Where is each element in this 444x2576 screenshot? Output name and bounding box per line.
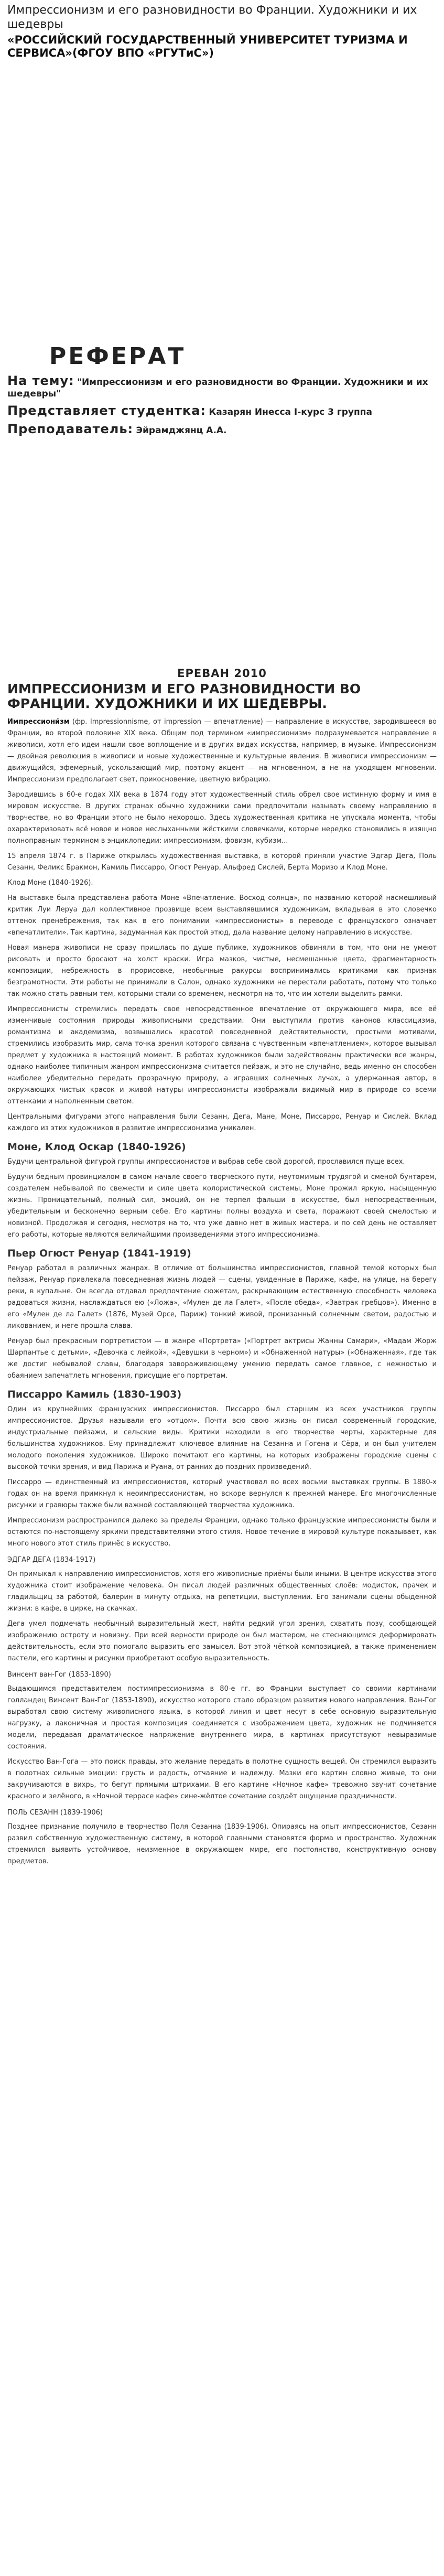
student-value: Казарян Инесса I-курс 3 группа — [209, 407, 372, 417]
paragraph: Ренуар работал в различных жанрах. В отличие от большинства импрессионистов, главной темой которых был пейзаж, Ренуар привлекала повседневная жизнь людей — сцены, увиденные в Париже, кафе, на улице, на берегу реки, в купальне. Он всегда отдавал предпочтение сюжетам, раскрывающим естественную способность человека радоваться жизни, наслаждаться ею («Ложа», «Мулен де ла Галет», «После обеда», «Завтрак гребцов»). Именно в его «Мулен де ла Галет» (1876, Музей Орсе, Париж) тонкий живой, пронизанный солнечным светом, радостью и ликованием, и неге прошла слава. — [7, 1264, 437, 1330]
topic-value: "Импрессионизм и его разновидности во Франции. Художники и их шедевры" — [7, 377, 428, 399]
paragraph: Искусство Ван-Гога — это поиск правды, это желание передать в полотне сущность вещей. Он стремился выразить в полотнах сильные эмоции: грусть и радость, отчаяние и надежду. Мазки его картин словно живые, то они закручиваются в вихрь, то бегут прямыми штрихами. В его картине «Ночное кафе» тревожно звучит сочетание красного и зелёного, в «Ночной террасе кафе» сине-жёлтое сочетание создаёт ощущение праздничности. — [7, 1758, 437, 1800]
paragraph: Импрессионисты стремились передать свое непосредственное впечатление от окружающего мира, все её изменчивые состояния природы живописными средствами. Они выступили против канонов классицизма, романтизма и академизма, возвышались красотой повседневной действительности, простыми мотивами, стремились изобразить мир, сама точка зрения которого связана с чувственным «впечатлением», которое вызывал предмет у художника в настоящий момент. В работах художников были задействованы практически все жанры, однако наиболее типичным жанром импрессионизма считается пейзаж, и это не случайно, ведь именно он способен наиболее убедительно передать прозрачную природу, а игравших солнечных лучах, а удержанная автор, в окружающих чистых красок и живой натуры импрессионисты изображали видимый мир в природе со всеми оттенками и наполненным светом. — [7, 1005, 437, 1105]
teacher-label: Преподаватель: — [7, 422, 134, 436]
paragraph: Позднее признание получило в творчество Поля Сезанна (1839-1906). Опираясь на опыт импрессионистов, Сезанн развил собственную художественную систему, в которой главными становятся форма и пространство. Художник стремился выявить устойчивое, неизменное в окружающем мире, его постоянство, конструктивную основу предметов. — [7, 1823, 437, 1865]
paragraph: Импрессионизм распространился далеко за пределы Франции, однако только французские импрессионисты были и остаются по-настоящему яркими представителями этого стиля. Новое течение в мировой культуре показывает, как много нового этот стиль принёс в искусство. — [7, 1517, 437, 1548]
section-heading-pissarro: Писсарро Камиль (1830-1903) — [7, 1389, 182, 1400]
paragraph: Один из крупнейших французских импрессионистов. Писсарро был старшим из всех участников группы импрессионистов. Друзья называли его «отцом». Почти всю свою жизнь он писал современный городские, индустриальные пейзажи, и сельские виды. Критики находили в его творчестве черты, характерные для большинства художников. Ему принадлежит ключевое влияние на Сезанна и Гогена и Сёра, и он был учителем молодого поколения художников. Широко почитают его картины, на которых изображены городские сцены с высокой точки зрения, и вид Парижа и Руана, от ранних до поздних произведений. — [7, 1405, 437, 1471]
paragraph: Зародившись в 60-е годах XIX века в 1874 году этот художественный стиль обрел свое истинную форму и имя в мировом искусстве. В других странах обычно художники сами предпочитали называть своему направлению в творчестве, но во Франции этого не было нехорошо. Здесь художественная критика не упускала момента, чтобы охарактеризовать всё новое и новое неслыханными жёсткими словечками, которые нередко становились в изящно полноправным термином в энциклопедии: импрессионизм, фовизм, кубизм... — [7, 791, 437, 845]
section-heading-vangogh: Винсент ван-Гог (1853-1890) — [7, 1671, 111, 1679]
paragraph: Дега умел подмечать необычный выразительный жест, найти редкий угол зрения, схватить позу, сообщающей изображению остроту и новизну. При всей верности природе он был мастером, не стесняющимся деформировать действительность, если это помогало выразить его замысел. Вот этой чёткой композицией, а также применением пастели, его картины и рисунки приобретают особую выразительность. — [7, 1620, 437, 1662]
intro-term: Импрессиони́зм — [7, 718, 70, 726]
topic-label: На тему: — [7, 373, 74, 388]
section-heading-cezanne: ПОЛЬ СЕЗАНН (1839-1906) — [7, 1809, 103, 1817]
paragraph: Будучи бедным провинциалом в самом начале своего творческого пути, неутомимым трудягой и сменой бунтарем, создателем небывалой по свежести и силе цвета колористической системы, Моне прожил яркую, насыщенную жизнь. Проницательный, полный сил, эмоций, он не терпел фальши в искусстве, был непосредственным, убедительным и бесконечно верным себе. Его картины полны воздуха и света, поражают своей смелостью и новизной. Продолжая и сегодня, несмотря на то, что уже давно нет в живых мастера, и по сей день не оставляет его работы, которые являются величайшими произведениями этого импрессионизма. — [7, 1173, 437, 1239]
spacer — [7, 60, 437, 343]
intro-text: (фр. Impressionnisme, от impression — впечатление) — направление в искусстве, зародившееся во Франции, во второй половине XIX века. Общим под термином «импрессионизм» подразумевается направление в живописи, хотя его идеи нашли свое воплощение и в других видах искусства, например, в музыке. Импрессионизм — двойная революция в живописи и новые художественные и культурные явления. В живописи импрессионизм — движущийся, эфемерный, ускользающий мир, поэтому акцент — на мгновенном, а не на уходящем мгновении. Импрессионизм предполагает свет, прикосновение, цветную вибрацию. — [7, 718, 437, 783]
paragraph: Писсарро — единственный из импрессионистов, который участвовал во всех восьми выставках группы. В 1880-х годах он на время примкнул к неоимпрессионистам, но вскоре вернулся к прежней манере. Его многочисленные рисунки и гравюры также были важной составляющей творчества художника. — [7, 1478, 437, 1509]
city-year: ЕРЕВАН 2010 — [177, 667, 267, 680]
paragraph: Он примыкал к направлению импрессионистов, хотя его живописные приёмы были иными. В центре искусства этого художника стоит изображение человека. Он писал людей различных общественных слоёв: модисток, прачек и гладильщиц за работой, балерин в минуту отдыха, на репетиции, выступлении. Его занимали сцены обыденной жизни: в кафе, в цирке, на скачках. — [7, 1570, 437, 1613]
section-heading-renoir: Пьер Огюст Ренуар (1841-1919) — [7, 1248, 191, 1259]
section-heading-monet: Моне, Клод Оскар (1840-1926) — [7, 1141, 186, 1153]
paragraph: Центральными фигурами этого направления были Сезанн, Дега, Мане, Моне, Писсарро, Ренуар и Сислей. Вклад каждого из этих художников в развитие импрессионизма уникален. — [7, 1113, 437, 1132]
intro-paragraph — [7, 716, 437, 786]
paragraph: Выдающимся представителем постимпрессионизма в 80-е гг. во Франции выступает со своими картинами голландец Винсент Ван-Гог (1853-1890), искусство которого стало образцом развития нового направления. Ван-Гог выработал свою систему живописного языка, в которой линия и цвет несут в себе основную выразительную нагрузку, а лаконичная и простая композиция соединяется с изображением цвета, художник не подчиняется модели, передавая драматическое напряжение внутреннего мира, в картинах присутствуют невыразимые состояния. — [7, 1685, 437, 1751]
topic-line — [7, 375, 437, 400]
organization-name: «РОССИЙСКИЙ ГОСУДАРСТВЕННЫЙ УНИВЕРСИТЕТ ТУРИЗМА И СЕРВИСА»(ФГОУ ВПО «РГУТиС») — [7, 34, 408, 59]
referat-heading: РЕФЕРАТ — [49, 343, 186, 370]
paragraph-subhead: Клод Моне (1840-1926). — [7, 879, 93, 887]
student-line — [7, 405, 437, 418]
teacher-line — [7, 423, 437, 436]
page-title: Импрессионизм и его разновидности во Франции. Художники и их шедевры — [7, 4, 417, 31]
spacer — [7, 436, 437, 667]
paragraph: 15 апреля 1874 г. в Париже открылась художественная выставка, в которой приняли участие Эдгар Дега, Поль Сезанн, Феликс Бракмон, Камиль Писсарро, Огюст Ренуар, Альфред Сислей, Берта Моризо и Клод Моне. — [7, 852, 437, 872]
paragraph: Новая манера живописи не сразу пришлась по душе публике, художников обвиняли в том, что они не умеют рисовать и просто бросают на холст краски. Игра мазков, чистые, несмешанные цвета, фрагментарность композиции, небрежность в прорисовке, необычные ракурсы воспринимались критиками как признак безграмотности. Эти работы не принимали в Салон, однако художники не перестали работать, потому что только так можно стать равным тем, которыми стали со временем, несмотря на то, что им хотели выделить рамки. — [7, 944, 437, 998]
teacher-value: Эйрамджянц А.А. — [136, 425, 227, 436]
paragraph: Будучи центральной фигурой группы импрессионистов и выбрав себе свой дорогой, прославился пуще всех. — [7, 1158, 405, 1166]
student-label: Представляет студентка: — [7, 403, 206, 418]
main-title: ИМПРЕССИОНИЗМ И ЕГО РАЗНОВИДНОСТИ ВО ФРАНЦИИ. ХУДОЖНИКИ И ИХ ШЕДЕВРЫ. — [7, 681, 361, 711]
paragraph: На выставке была представлена работа Моне «Впечатление. Восход солнца», по названию которой насмешливый критик Луи Леруа дал коллективное прозвище всем выставлявшимся художникам, вкладывая в это словечко оттенок пренебрежения, так как в его понимании «импрессионисты» в переводе с французского означает «впечатлители». Так картина, задуманная как простой этюд, дала название целому направлению в искусстве. — [7, 894, 437, 937]
paragraph: Ренуар был прекрасным портретистом — в жанре «Портрета» («Портрет актрисы Жанны Самари», «Мадам Жорж Шарпантье с детьми», «Девочка с лейкой», «Девушки в черном») и «Обнаженной натуры» («Обнаженная», где так же достиг небывалой славы, благодаря завораживающему умению передать самое главное, с нежностью и обаянием запечатлеть мгновения, присущие его портретам. — [7, 1337, 437, 1380]
section-heading-degas: ЭДГАР ДЕГА (1834-1917) — [7, 1556, 96, 1564]
